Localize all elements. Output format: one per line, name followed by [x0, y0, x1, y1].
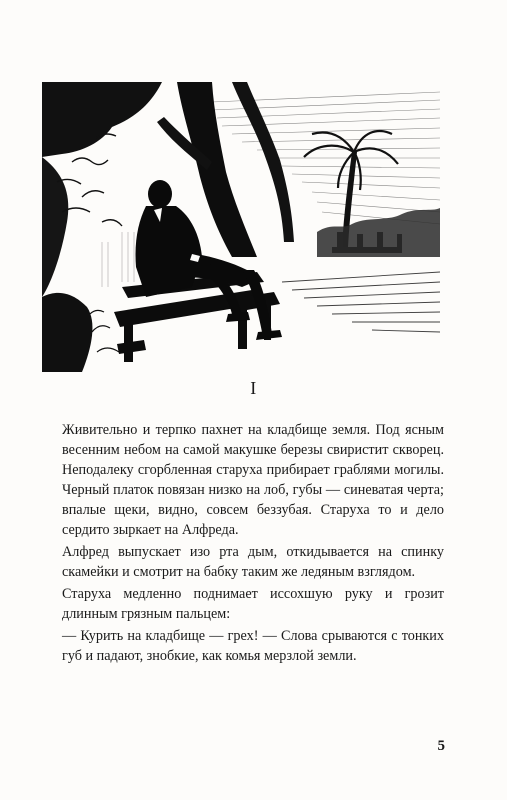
paragraph-3: Старуха медленно поднимает иссохшую руку и грозит длинным грязным пальцем:	[62, 586, 444, 622]
chapter-text	[62, 420, 444, 668]
page-number: 5	[437, 738, 445, 754]
engraving-illustration	[42, 82, 440, 372]
paragraph-4: — Курить на кладбище — грех! — Слова срываются с тонких губ и падают, знобкие, как комья мерзлой земли.	[62, 628, 444, 664]
paragraph-1: Живительно и терпко пахнет на кладбище земля. Под ясным весенним небом на самой макушке березы свиристит скворец. Неподалеку сгорбленная старуха прибирает граблями могилы. Черный платок повязан низко на лоб, губы — синеватая черта; впалые щеки, видно, совсем беззубая. Старуха то и дело сердито зыркает на Алфреда.	[62, 422, 444, 538]
man-on-bench-engraving	[42, 82, 440, 372]
chapter-number: I	[250, 378, 257, 398]
paragraph-2: Алфред выпускает изо рта дым, откидывается на спинку скамейки и смотрит на бабку таким же ледяным взглядом.	[62, 544, 444, 580]
